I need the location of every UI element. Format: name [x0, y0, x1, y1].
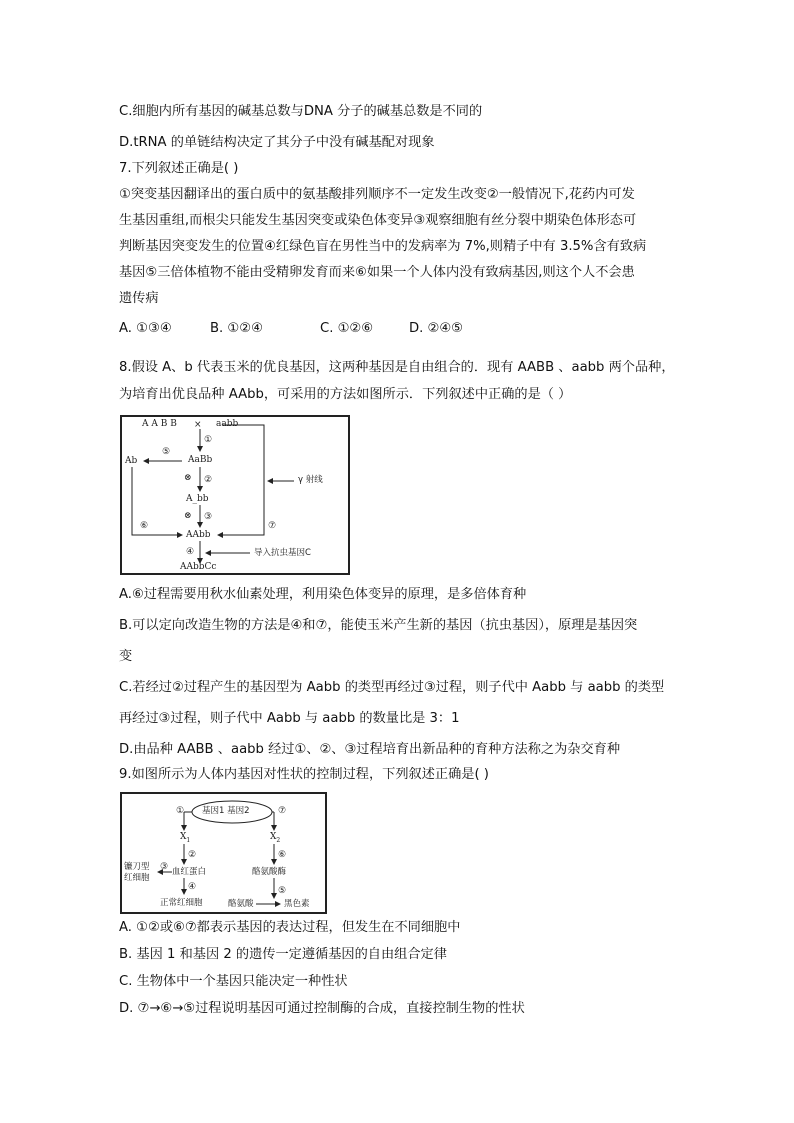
q8-option-c-line: 再经过③过程，则子代中 Aabb 与 aabb 的数量比是 3：1	[119, 711, 460, 726]
q7-option-b: B. ①②④	[210, 321, 263, 336]
q8-haploid-label: Ab	[125, 456, 138, 466]
q9-x1-sub: 1	[186, 836, 191, 844]
q9-option-d: D. ⑦→⑥→⑤过程说明基因可通过控制酶的合成，直接控制生物的性状	[119, 1001, 525, 1016]
q8-insert-gene-label: 导入抗虫基因C	[254, 548, 311, 558]
q9-x1-label	[180, 832, 190, 846]
q9-melanin-label: 黑色素	[284, 899, 310, 909]
q8-figure-arrows	[122, 417, 348, 573]
q8-option-a: A.⑥过程需要用秋水仙素处理，利用染色体变异的原理，是多倍体育种	[119, 587, 527, 602]
q8-step3: ③	[204, 512, 213, 522]
q9-step4: ④	[188, 882, 197, 892]
q9-sickle-line2: 红细胞	[124, 873, 150, 883]
q7-option-c: C. ①②⑥	[320, 321, 374, 336]
q8-option-d: D.由品种 AABB 、aabb 经过①、②、③过程培育出新品种的育种方法称之为杂交育种	[119, 742, 621, 757]
q8-f1-label: AaBb	[188, 455, 213, 465]
q7-body-line: ①突变基因翻译出的蛋白质中的氨基酸排列顺序不一定发生改变②一般情况下,花药内可发	[119, 187, 635, 202]
q9-normal-rbc-label: 正常红细胞	[160, 898, 203, 908]
q8-step1: ①	[204, 435, 213, 445]
q7-options	[119, 320, 463, 338]
q8-self-cross-1: ⊗	[184, 473, 192, 483]
q9-tyrosinase-label: 酪氨酸酶	[252, 867, 287, 877]
q8-option-b-line: B.可以定向改造生物的方法是④和⑦，能使玉米产生新的基因（抗虫基因），原理是基因突	[119, 618, 638, 633]
q8-step4: ④	[186, 547, 195, 557]
prev-option-c: C.细胞内所有基因的碱基总数与DNA 分子的碱基总数是不同的	[119, 104, 483, 119]
q7-stem: 7.下列叙述正确是( )	[119, 161, 239, 176]
q8-step5: ⑤	[162, 447, 171, 457]
q8-self-cross-2: ⊗	[184, 511, 192, 521]
q7-option-a: A. ①③④	[119, 321, 172, 336]
q8-gamma-label: γ 射线	[298, 475, 323, 485]
q8-breeding-figure	[120, 415, 350, 575]
q9-option-c: C. 生物体中一个基因只能决定一种性状	[119, 974, 348, 989]
q8-option-c-line: C.若经过②过程产生的基因型为 Aabb 的类型再经过③过程，则子代中 Aabb 与 aabb 的类型	[119, 680, 665, 695]
q9-sickle-line1: 镰刀型	[124, 862, 150, 872]
q8-step7: ⑦	[268, 521, 277, 531]
q9-option-a: A. ①②或⑥⑦都表示基因的表达过程，但发生在不同细胞中	[119, 920, 461, 935]
q8-stem-line: 为培育出优良品种 AAbb，可采用的方法如图所示．下列叙述中正确的是（ ）	[119, 387, 572, 402]
q8-aabb-target-label: AAbb	[186, 530, 211, 540]
q9-genes-label: 基因1 基因2	[202, 806, 250, 816]
q7-body-line: 基因⑤三倍体植物不能由受精卵发育而来⑥如果一个人体内没有致病基因,则这个人不会患	[119, 265, 635, 280]
q9-step1: ①	[176, 806, 185, 816]
q9-x2-label	[270, 832, 280, 846]
q8-final-label: AAbbCc	[180, 562, 217, 572]
q9-x2-sub: 2	[276, 836, 281, 844]
q9-step3: ③	[160, 862, 169, 872]
q8-option-b-line: 变	[119, 649, 133, 664]
q9-x1: X	[180, 832, 187, 842]
q9-step7: ⑦	[278, 806, 287, 816]
q9-stem: 9.如图所示为人体内基因对性状的控制过程，下列叙述正确是( )	[119, 767, 489, 782]
q7-body-line: 遗传病	[119, 291, 159, 306]
q8-step2: ②	[204, 475, 213, 485]
q8-a-bb-label: A_bb	[186, 494, 209, 504]
q9-x2: X	[270, 832, 277, 842]
q9-option-b: B. 基因 1 和基因 2 的遗传一定遵循基因的自由组合定律	[119, 947, 447, 962]
q7-body-line: 生基因重组,而根尖只能发生基因突变或染色体变异③观察细胞有丝分裂中期染色体形态可	[119, 213, 637, 228]
q7-option-d: D. ②④⑤	[409, 321, 464, 336]
q9-gene-control-figure	[120, 792, 327, 914]
q9-step2: ②	[188, 850, 197, 860]
q8-stem-line: 8.假设 A、b 代表玉米的优良基因，这两种基因是自由组合的．现有 AABB 、aabb 两个品种，	[119, 360, 675, 375]
q8-parent2-label: aabb	[216, 419, 239, 429]
q9-step6: ⑥	[278, 850, 287, 860]
prev-option-d: D.tRNA 的单链结构决定了其分子中没有碱基配对现象	[119, 135, 435, 150]
q9-tyrosine-label: 酪氨酸	[228, 899, 254, 909]
q9-step5: ⑤	[278, 886, 287, 896]
q8-cross-symbol: ×	[194, 420, 202, 430]
q8-step6: ⑥	[140, 521, 149, 531]
q9-hemoglobin-label: 血红蛋白	[172, 867, 207, 877]
q8-parents-label: A A B B	[142, 419, 177, 429]
q7-body-line: 判断基因突变发生的位置④红绿色盲在男性当中的发病率为 7%,则精子中有 3.5%含有致病	[119, 239, 647, 254]
